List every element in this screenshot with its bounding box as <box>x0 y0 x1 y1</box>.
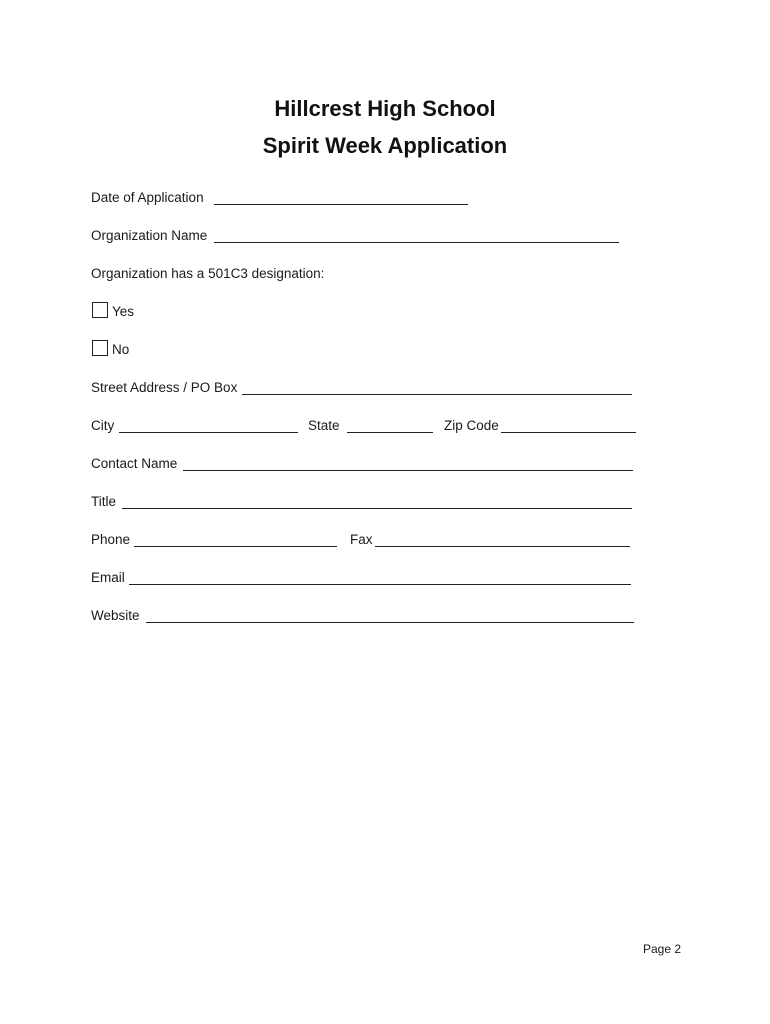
date-field[interactable] <box>214 204 468 205</box>
contact-field[interactable] <box>183 470 633 471</box>
address-field[interactable] <box>242 394 632 395</box>
yes-label: Yes <box>112 304 135 319</box>
yes-option <box>91 302 291 322</box>
state-field[interactable] <box>347 432 433 433</box>
org-name-label: Organization Name <box>91 228 208 243</box>
city-field[interactable] <box>119 432 298 433</box>
page-number: Page 2 <box>643 942 682 956</box>
fax-field[interactable] <box>375 546 630 547</box>
no-checkbox[interactable] <box>92 340 108 356</box>
date-row <box>91 188 691 208</box>
title-row <box>91 492 691 512</box>
contact-row <box>91 454 691 474</box>
website-field[interactable] <box>146 622 634 623</box>
city-state-zip-row <box>91 416 691 436</box>
address-row <box>91 378 691 398</box>
org-name-row <box>91 226 691 246</box>
contact-label: Contact Name <box>91 456 178 471</box>
website-label: Website <box>91 608 140 623</box>
email-row <box>91 568 691 588</box>
no-option <box>91 340 291 360</box>
address-label: Street Address / PO Box <box>91 380 238 395</box>
form-title: Spirit Week Application <box>262 133 508 158</box>
designation-label: Organization has a 501C3 designation: <box>91 266 325 281</box>
title-field[interactable] <box>122 508 632 509</box>
city-label: City <box>91 418 115 433</box>
phone-label: Phone <box>91 532 131 547</box>
state-label: State <box>308 418 340 433</box>
org-name-field[interactable] <box>214 242 619 243</box>
no-label: No <box>112 342 130 357</box>
date-label: Date of Application <box>91 190 204 205</box>
yes-checkbox[interactable] <box>92 302 108 318</box>
email-label: Email <box>91 570 125 585</box>
website-row <box>91 606 691 626</box>
email-field[interactable] <box>129 584 631 585</box>
school-title: Hillcrest High School <box>274 96 496 121</box>
zip-label: Zip Code <box>444 418 499 433</box>
phone-field[interactable] <box>134 546 337 547</box>
phone-fax-row <box>91 530 691 550</box>
zip-field[interactable] <box>501 432 636 433</box>
title-label: Title <box>91 494 117 509</box>
designation-row <box>91 264 691 284</box>
fax-label: Fax <box>350 532 373 547</box>
